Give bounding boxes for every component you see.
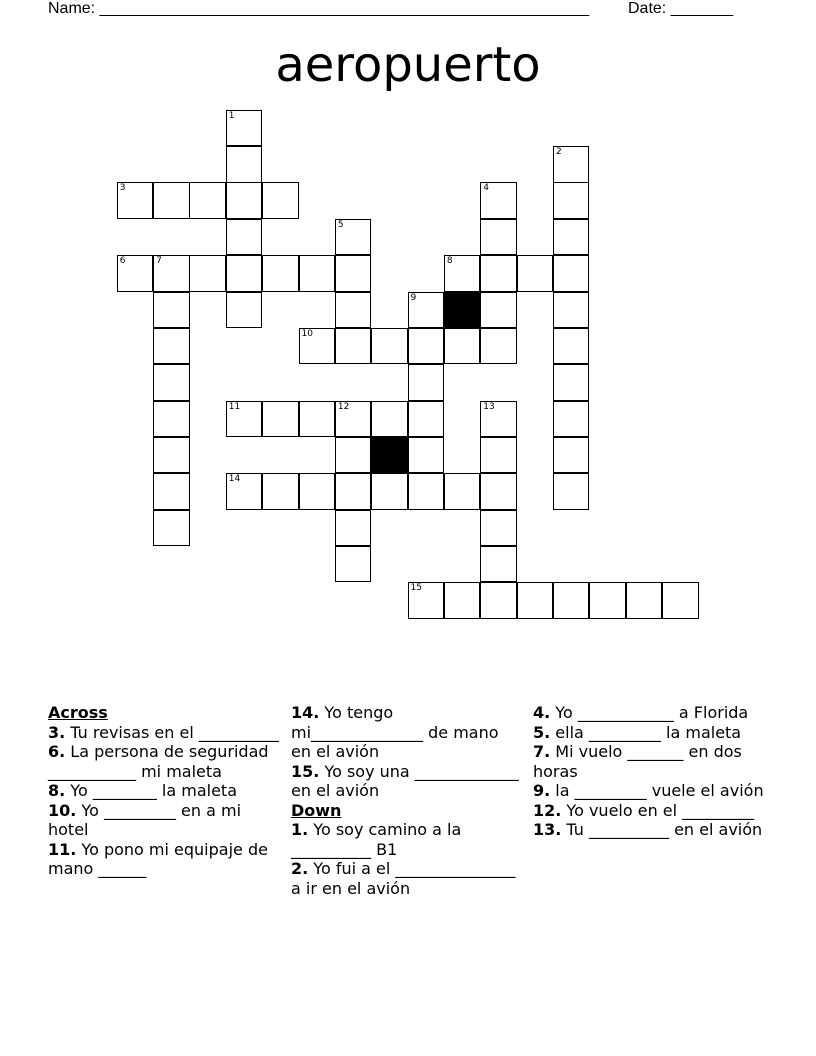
grid-cell[interactable] bbox=[553, 328, 590, 365]
clue-item bbox=[533, 742, 765, 781]
clues-column-3 bbox=[533, 703, 765, 840]
grid-cell[interactable] bbox=[408, 582, 445, 619]
grid-cell[interactable] bbox=[226, 473, 263, 510]
clue-number: 13 bbox=[483, 401, 495, 412]
grid-cell[interactable] bbox=[335, 437, 372, 474]
grid-cell[interactable] bbox=[408, 473, 445, 510]
clue-item-text: Yo vuelo en el _________ bbox=[561, 800, 755, 820]
grid-cell[interactable] bbox=[226, 219, 263, 256]
grid-cell[interactable] bbox=[626, 582, 663, 619]
clue-number: 10 bbox=[301, 328, 313, 339]
grid-cell[interactable] bbox=[480, 292, 517, 329]
clue-item bbox=[533, 723, 765, 743]
grid-cell[interactable] bbox=[553, 182, 590, 219]
clue-item bbox=[533, 781, 765, 801]
clues-column-1 bbox=[48, 703, 280, 879]
grid-cell[interactable] bbox=[371, 401, 408, 438]
clue-number: 15 bbox=[410, 583, 422, 594]
grid-cell[interactable] bbox=[553, 437, 590, 474]
clue-number: 3 bbox=[119, 183, 126, 194]
clue-item bbox=[48, 742, 280, 781]
name-field[interactable]: Name: _______________________________________________________ bbox=[48, 0, 589, 17]
grid-cell[interactable] bbox=[153, 182, 190, 219]
grid-cell[interactable] bbox=[262, 255, 299, 292]
grid-cell[interactable] bbox=[589, 582, 626, 619]
grid-cell[interactable] bbox=[299, 473, 336, 510]
clue-item bbox=[48, 723, 280, 743]
grid-cell[interactable] bbox=[408, 364, 445, 401]
date-field[interactable]: Date: _______ bbox=[628, 0, 733, 17]
clue-item bbox=[533, 703, 765, 723]
clue-number: 7 bbox=[156, 256, 162, 267]
clue-item-number: 13. bbox=[533, 820, 562, 839]
grid-cell[interactable] bbox=[480, 182, 517, 219]
grid-cell[interactable] bbox=[335, 473, 372, 510]
grid-cell[interactable] bbox=[262, 182, 299, 219]
grid-cell[interactable] bbox=[553, 473, 590, 510]
grid-cell[interactable] bbox=[553, 146, 590, 183]
clue-number: 12 bbox=[337, 401, 350, 412]
clue-item-number: 7. bbox=[533, 742, 551, 761]
clue-item-text: ella _________ la maleta bbox=[550, 722, 742, 742]
grid-cell[interactable] bbox=[335, 219, 372, 256]
clue-number: 1 bbox=[228, 110, 235, 121]
clue-number: 9 bbox=[410, 292, 417, 303]
clue-item-text: Yo soy una _____________ en el avión bbox=[291, 761, 519, 800]
grid-cell[interactable] bbox=[153, 437, 190, 474]
grid-cell[interactable] bbox=[553, 219, 590, 256]
clue-item bbox=[533, 820, 765, 840]
grid-cell[interactable] bbox=[408, 401, 445, 438]
grid-cell[interactable] bbox=[153, 473, 190, 510]
grid-cell[interactable] bbox=[226, 255, 263, 292]
grid-block bbox=[371, 437, 408, 474]
clue-number: 11 bbox=[228, 401, 241, 412]
grid-cell[interactable] bbox=[553, 292, 590, 329]
clue-item-number: 14. bbox=[291, 703, 320, 722]
grid-cell[interactable] bbox=[226, 110, 263, 147]
clue-item bbox=[48, 801, 280, 840]
clue-item-number: 1. bbox=[291, 820, 309, 839]
grid-cell[interactable] bbox=[553, 364, 590, 401]
clue-item-number: 3. bbox=[48, 722, 66, 742]
grid-cell[interactable] bbox=[444, 582, 481, 619]
grid-cell[interactable] bbox=[226, 146, 263, 183]
clue-item-text: Yo tengo mi______________ de mano en el avión bbox=[291, 703, 499, 761]
clue-heading-down: Down bbox=[291, 800, 342, 820]
grid-cell[interactable] bbox=[299, 328, 336, 365]
grid-cell[interactable] bbox=[153, 401, 190, 438]
clue-item-number: 10. bbox=[48, 800, 77, 820]
grid-cell[interactable] bbox=[335, 401, 372, 438]
grid-cell[interactable] bbox=[153, 364, 190, 401]
clue-item-number: 2. bbox=[291, 859, 309, 878]
grid-cell[interactable] bbox=[299, 255, 336, 292]
clue-item-number: 9. bbox=[533, 781, 551, 800]
clue-number: 8 bbox=[446, 256, 453, 267]
grid-cell[interactable] bbox=[480, 473, 517, 510]
clue-number: 6 bbox=[119, 256, 126, 267]
grid-cell[interactable] bbox=[480, 401, 517, 438]
clue-number: 5 bbox=[337, 219, 344, 230]
grid-cell[interactable] bbox=[480, 219, 517, 256]
clue-heading-across: Across bbox=[48, 703, 108, 722]
clue-item bbox=[48, 781, 280, 801]
clue-item-number: 11. bbox=[48, 839, 77, 859]
grid-cell[interactable] bbox=[335, 546, 372, 583]
clue-item-text: La persona de seguridad ___________ mi maleta bbox=[48, 742, 269, 781]
grid-cell[interactable] bbox=[226, 182, 263, 219]
grid-cell[interactable] bbox=[444, 473, 481, 510]
clue-item-number: 12. bbox=[533, 800, 562, 820]
grid-cell[interactable] bbox=[662, 582, 699, 619]
grid-cell[interactable] bbox=[480, 510, 517, 547]
clue-item-text: Yo fui a el _______________ a ir en el avión bbox=[291, 859, 516, 898]
clue-item bbox=[291, 762, 523, 801]
grid-cell[interactable] bbox=[299, 401, 336, 438]
clue-number: 2 bbox=[555, 147, 562, 158]
clue-item-text: Yo soy camino a la __________ B1 bbox=[291, 820, 462, 859]
grid-cell[interactable] bbox=[262, 473, 299, 510]
grid-cell[interactable] bbox=[226, 401, 263, 438]
grid-cell[interactable] bbox=[226, 292, 263, 329]
grid-cell[interactable] bbox=[480, 546, 517, 583]
grid-cell[interactable] bbox=[371, 473, 408, 510]
grid-cell[interactable] bbox=[335, 510, 372, 547]
grid-cell[interactable] bbox=[553, 582, 590, 619]
grid-cell[interactable] bbox=[444, 328, 481, 365]
clue-item-text: Yo ________ la maleta bbox=[65, 781, 238, 800]
clue-item-number: 15. bbox=[291, 761, 320, 781]
grid-cell[interactable] bbox=[117, 255, 154, 292]
grid-cell[interactable] bbox=[517, 255, 554, 292]
clue-item-number: 6. bbox=[48, 742, 66, 761]
clue-item-text: Yo pono mi equipaje de mano ______ bbox=[48, 839, 268, 878]
clue-number: 14 bbox=[228, 474, 241, 485]
clue-item-text: la _________ vuele el avión bbox=[550, 781, 764, 800]
grid-cell[interactable] bbox=[444, 255, 481, 292]
grid-cell[interactable] bbox=[189, 182, 226, 219]
grid-cell[interactable] bbox=[335, 255, 372, 292]
grid-cell[interactable] bbox=[153, 328, 190, 365]
grid-cell[interactable] bbox=[408, 437, 445, 474]
clue-item-text: Yo _________ en a mi hotel bbox=[48, 800, 242, 839]
clue-item bbox=[291, 859, 523, 898]
clue-item-number: 5. bbox=[533, 722, 551, 742]
grid-cell[interactable] bbox=[480, 328, 517, 365]
clue-item-text: Tu __________ en el avión bbox=[561, 820, 763, 839]
grid-cell[interactable] bbox=[408, 328, 445, 365]
clue-item-number: 4. bbox=[533, 703, 551, 722]
grid-cell[interactable] bbox=[189, 255, 226, 292]
grid-cell[interactable] bbox=[517, 582, 554, 619]
grid-cell[interactable] bbox=[408, 292, 445, 329]
page-title: aeropuerto bbox=[275, 37, 541, 93]
grid-cell[interactable] bbox=[335, 292, 372, 329]
grid-cell[interactable] bbox=[553, 401, 590, 438]
grid-cell[interactable] bbox=[117, 182, 154, 219]
clue-number: 4 bbox=[483, 183, 489, 194]
grid-cell[interactable] bbox=[153, 510, 190, 547]
grid-cell[interactable] bbox=[153, 255, 190, 292]
grid-block bbox=[444, 292, 481, 329]
clue-item-text: Tu revisas en el __________ bbox=[65, 722, 279, 742]
clues-column-2 bbox=[291, 703, 523, 898]
clue-item bbox=[533, 801, 765, 821]
clue-item-text: Yo ____________ a Florida bbox=[550, 703, 749, 722]
grid-cell[interactable] bbox=[262, 401, 299, 438]
grid-cell[interactable] bbox=[335, 328, 372, 365]
clue-item-text: Mi vuelo _______ en dos horas bbox=[533, 742, 742, 781]
grid-cell[interactable] bbox=[553, 255, 590, 292]
grid-cell[interactable] bbox=[371, 328, 408, 365]
grid-cell[interactable] bbox=[480, 255, 517, 292]
clue-item bbox=[48, 840, 280, 879]
grid-cell[interactable] bbox=[153, 292, 190, 329]
clue-item bbox=[291, 820, 523, 859]
grid-cell[interactable] bbox=[480, 582, 517, 619]
clue-item-number: 8. bbox=[48, 781, 66, 800]
grid-cell[interactable] bbox=[480, 437, 517, 474]
clue-item bbox=[291, 703, 523, 762]
